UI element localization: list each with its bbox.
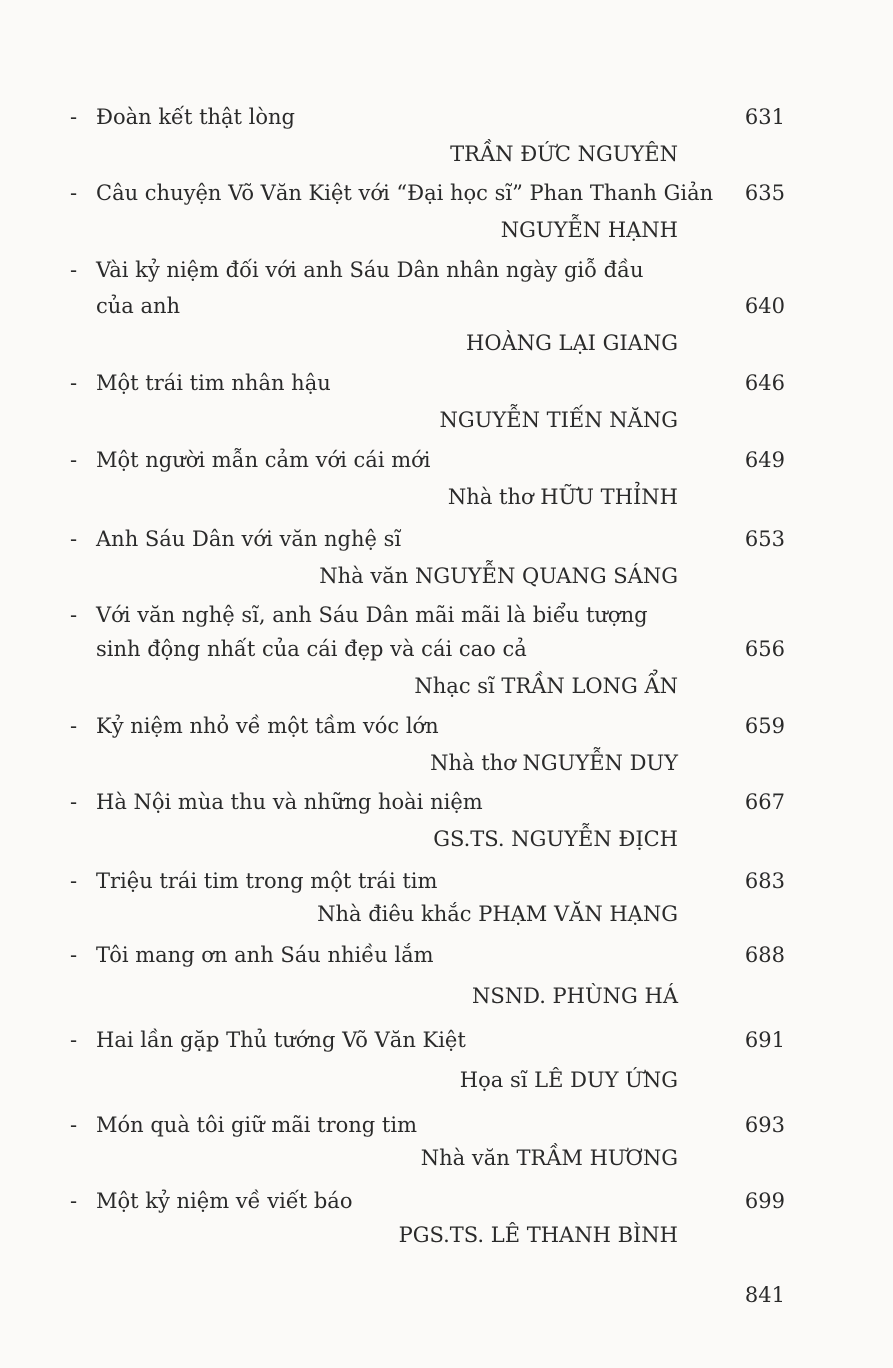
entry-title: Kỷ niệm nhỏ về một tầm vóc lớn — [96, 714, 439, 738]
entry-author-line — [0, 671, 893, 701]
entry-author: TRẦN ĐỨC NGUYÊN — [450, 142, 678, 166]
entry-title: Anh Sáu Dân với văn nghệ sĩ — [96, 527, 402, 551]
entry-author: Nhà thơ NGUYỄN DUY — [430, 751, 678, 775]
entry-title: Tôi mang ơn anh Sáu nhiều lắm — [96, 943, 434, 967]
entry-page-number: 640 — [744, 294, 785, 318]
entry-author: Nhạc sĩ TRẦN LONG ẨN — [414, 674, 678, 698]
entry-author: Nhà văn TRẦM HƯƠNG — [420, 1146, 678, 1170]
entry-page-number: 659 — [744, 714, 785, 738]
entry-author-line — [0, 748, 893, 778]
entry-author-line — [0, 1143, 893, 1173]
entry-title: Hà Nội mùa thu và những hoài niệm — [96, 790, 483, 814]
entry-page-number: 691 — [744, 1028, 785, 1052]
entry-author-line — [0, 215, 893, 245]
entry-author: NGUYỄN TIẾN NĂNG — [439, 408, 678, 432]
bullet-dash: - — [70, 943, 78, 967]
bullet-dash: - — [70, 448, 78, 472]
bullet-dash: - — [70, 1189, 78, 1213]
entry-author: Nhà điêu khắc PHẠM VĂN HẠNG — [317, 902, 678, 926]
entry-author-line — [0, 139, 893, 169]
entry-author: PGS.TS. LÊ THANH BÌNH — [398, 1223, 678, 1247]
page-folio-number: 841 — [744, 1283, 785, 1307]
entry-author-line — [0, 405, 893, 435]
entry-title: Món quà tôi giữ mãi trong tim — [96, 1113, 417, 1137]
bullet-dash: - — [70, 371, 78, 395]
entry-title-line — [0, 291, 893, 321]
entry-page-number: 683 — [744, 869, 785, 893]
entry-title-line — [0, 600, 893, 630]
entry-title-line — [0, 866, 893, 896]
entry-page-number: 653 — [744, 527, 785, 551]
entry-title-continuation: của anh — [96, 294, 181, 318]
entry-title-line — [0, 445, 893, 475]
entry-author: NGUYỄN HẠNH — [500, 218, 678, 242]
entry-title-line — [0, 102, 893, 132]
entry-title: Triệu trái tim trong một trái tim — [96, 869, 438, 893]
entry-title: Vài kỷ niệm đối với anh Sáu Dân nhân ngày giỗ đầu — [96, 258, 644, 282]
entry-page-number: 693 — [744, 1113, 785, 1137]
entry-page-number: 688 — [744, 943, 785, 967]
entry-title: Hai lần gặp Thủ tướng Võ Văn Kiệt — [96, 1028, 466, 1052]
entry-title-line — [0, 255, 893, 285]
entry-author: Nhà thơ HỮU THỈNH — [447, 485, 678, 509]
entry-page-number: 631 — [744, 105, 785, 129]
entry-title-line — [0, 634, 893, 664]
entry-title-line — [0, 711, 893, 741]
entry-author-line — [0, 328, 893, 358]
entry-page-number: 667 — [744, 790, 785, 814]
entry-title-continuation: sinh động nhất của cái đẹp và cái cao cả — [96, 637, 527, 661]
entry-author-line — [0, 1065, 893, 1095]
entry-title-line — [0, 368, 893, 398]
entry-title-line — [0, 178, 893, 208]
entry-title: Đoàn kết thật lòng — [96, 105, 295, 129]
bullet-dash: - — [70, 527, 78, 551]
entry-author-line — [0, 899, 893, 929]
entry-title: Một người mẫn cảm với cái mới — [96, 448, 431, 472]
entry-author: GS.TS. NGUYỄN ĐỊCH — [433, 827, 678, 851]
entry-author-line — [0, 1220, 893, 1250]
entry-title-line — [0, 1110, 893, 1140]
entry-author: HOÀNG LẠI GIANG — [466, 331, 678, 355]
entry-title: Với văn nghệ sĩ, anh Sáu Dân mãi mãi là biểu tượng — [96, 603, 648, 627]
bullet-dash: - — [70, 258, 78, 282]
entry-title: Một trái tim nhân hậu — [96, 371, 331, 395]
bullet-dash: - — [70, 869, 78, 893]
bullet-dash: - — [70, 1028, 78, 1052]
entry-author-line — [0, 824, 893, 854]
bullet-dash: - — [70, 790, 78, 814]
entry-page-number: 699 — [744, 1189, 785, 1213]
entry-title-line — [0, 524, 893, 554]
bullet-dash: - — [70, 181, 78, 205]
entry-page-number: 635 — [744, 181, 785, 205]
bullet-dash: - — [70, 603, 78, 627]
entry-author-line — [0, 981, 893, 1011]
bullet-dash: - — [70, 1113, 78, 1137]
entry-page-number: 656 — [744, 637, 785, 661]
entry-author: NSND. PHÙNG HÁ — [471, 984, 678, 1008]
entry-author-line — [0, 482, 893, 512]
entry-title: Câu chuyện Võ Văn Kiệt với “Đại học sĩ” Phan Thanh Giản — [96, 181, 714, 205]
entry-author-line — [0, 561, 893, 591]
entry-title: Một kỷ niệm về viết báo — [96, 1189, 353, 1213]
entry-title-line — [0, 1186, 893, 1216]
entry-page-number: 649 — [744, 448, 785, 472]
bullet-dash: - — [70, 105, 78, 129]
bullet-dash: - — [70, 714, 78, 738]
entry-title-line — [0, 1025, 893, 1055]
entry-title-line — [0, 940, 893, 970]
entry-author: Nhà văn NGUYỄN QUANG SÁNG — [319, 564, 678, 588]
entry-title-line — [0, 787, 893, 817]
entry-page-number: 646 — [744, 371, 785, 395]
entry-author: Họa sĩ LÊ DUY ỨNG — [459, 1068, 678, 1092]
